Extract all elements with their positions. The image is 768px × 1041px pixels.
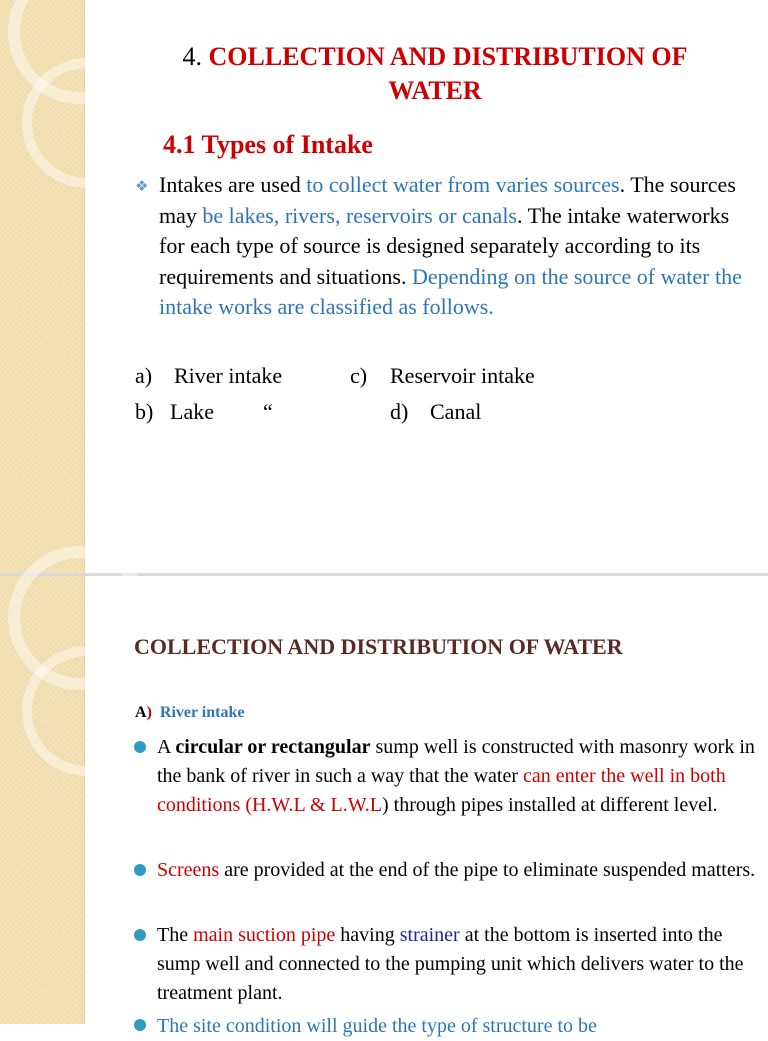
paragraph-text: are provided at the end of the pipe to eliminate suspended matters.	[219, 859, 756, 881]
paragraph-text: having	[335, 924, 400, 946]
bullet-paragraph-4-partial	[157, 1012, 757, 1041]
list-item-ditto: “	[263, 399, 273, 424]
paragraph-text: The	[157, 924, 194, 946]
paragraph-highlight: be lakes, rivers, reservoirs or canals	[202, 202, 517, 228]
paragraph-highlight: to collect water from varies sources	[306, 172, 620, 197]
bullet-paragraph-2	[157, 856, 757, 885]
list-item-reservoir: Reservoir intake	[390, 363, 535, 388]
intro-paragraph	[159, 170, 759, 323]
paragraph-highlight: can enter the well in both conditions (H.W.L & L.W.L	[157, 765, 726, 816]
list-marker-c: c)	[350, 363, 368, 388]
slide-title: COLLECTION AND DISTRIBUTION OF WATER	[134, 634, 623, 659]
paragraph-text: The site condition will guide the type of structure to be	[157, 1015, 597, 1037]
paragraph-text: ) through pipes installed at different level.	[381, 794, 718, 816]
subtitle-text: River intake	[159, 704, 245, 721]
subtitle-marker: A	[135, 704, 147, 721]
decorative-side-band	[0, 576, 85, 1024]
round-bullet-icon	[134, 1019, 146, 1031]
round-bullet-icon	[134, 929, 146, 941]
list-marker-a: a)	[135, 363, 153, 388]
diamond-bullet-icon: ❖	[135, 179, 149, 195]
bullet-paragraph-1	[157, 733, 757, 820]
decorative-side-band	[0, 0, 85, 574]
list-marker-b: b)	[135, 399, 154, 424]
title-line-2: WATER	[388, 76, 482, 105]
title-number: 4.	[182, 42, 203, 71]
paragraph-text: at the bottom is inserted into the sump well and connected to the pumping unit which delivers water to the treatment plant.	[157, 924, 744, 1004]
slide-2	[0, 576, 768, 1037]
round-bullet-icon	[134, 864, 146, 876]
list-item-canal: Canal	[430, 399, 482, 424]
paragraph-text: sump well is constructed with masonry work in the bank of river in such a way that the water	[157, 736, 755, 787]
section-subtitle	[135, 704, 244, 722]
paragraph-highlight: Depending on the source of water the intake works are classified as follows.	[159, 263, 742, 319]
paragraph-highlight: Screens	[157, 859, 220, 881]
paragraph-text: . The intake waterworks for each type of source is designed separately according to its requirements and situations.	[159, 202, 730, 289]
slide-title	[110, 40, 760, 108]
paragraph-highlight: main suction pipe	[193, 924, 336, 946]
paragraph-text: Intakes are used	[159, 172, 307, 197]
list-marker-d: d)	[390, 399, 409, 424]
round-bullet-icon	[134, 741, 146, 753]
list-item-lake: Lake	[170, 399, 214, 424]
bullet-paragraph-3	[157, 921, 757, 1008]
paragraph-highlight: strainer	[399, 924, 460, 946]
decorative-ring	[22, 646, 152, 776]
list-item-river: River intake	[174, 363, 283, 388]
paragraph-text: . The sources may	[159, 172, 736, 228]
paragraph-bold: circular or rectangular	[175, 736, 371, 758]
paragraph-text: A	[157, 736, 176, 758]
subtitle-paren: )	[146, 704, 152, 721]
title-line-1: COLLECTION AND DISTRIBUTION OF	[208, 42, 688, 71]
section-subtitle: 4.1 Types of Intake	[163, 130, 373, 159]
